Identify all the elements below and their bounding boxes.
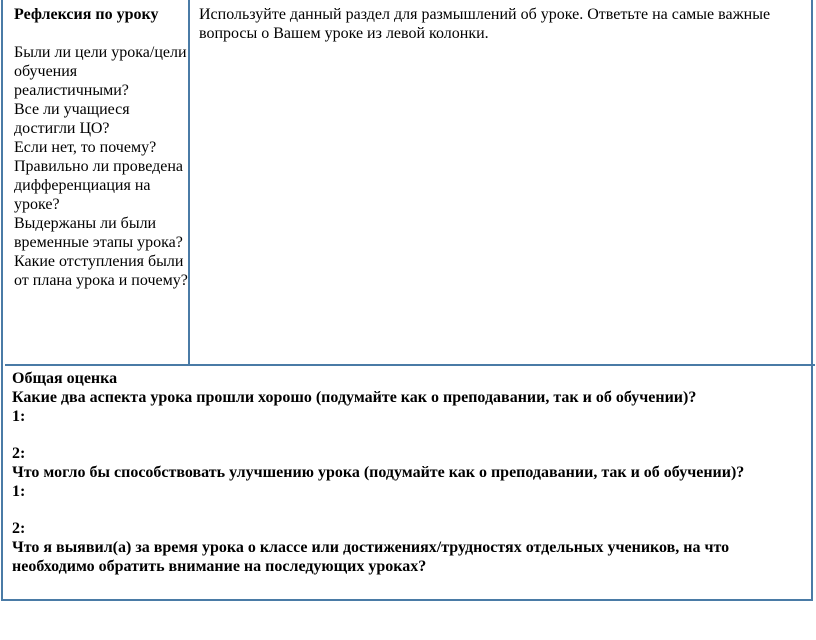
overall-assessment-cell[interactable] (5, 366, 813, 599)
improve-item-2: 2: (12, 520, 26, 537)
question-all-achieved: Все ли учащиеся достигли ЦО? (14, 101, 130, 137)
question-deviations: Какие отступления были от плана урока и почему? (14, 253, 188, 289)
improve-item-1: 1: (12, 483, 26, 500)
went-well-item-2: 2: (12, 445, 26, 462)
question-if-not-why: Если нет, то почему? (14, 139, 157, 156)
question-went-well: Какие два аспекта урока прошли хорошо (подумайте как о преподавании, так и об обучении)? (12, 389, 697, 406)
overall-assessment-heading: Общая оценка (12, 370, 118, 387)
went-well-item-1: 1: (12, 408, 26, 425)
spacer (12, 501, 813, 519)
reflection-table (1, 0, 813, 601)
spacer (14, 24, 189, 43)
right-column-instruction: Используйте данный раздел для размышлений об уроке. Ответьте на самые важные вопросы о Вашем уроке из левой колонки. (199, 6, 771, 42)
left-column-heading: Рефлексия по уроку (14, 6, 159, 23)
question-differentiation: Правильно ли проведена дифференциация на уроке? (14, 158, 183, 213)
question-goals-realistic: Были ли цели урока/цели обучения реалистичными? (14, 44, 187, 99)
spacer (12, 426, 813, 444)
question-observations: Что я выявил(а) за время урока о классе или достижениях/трудностях отдельных учеников, на что необходимо обратить внимание на последующих уроках? (12, 539, 730, 575)
column-divider (188, 0, 190, 364)
right-column-cell[interactable] (191, 0, 815, 364)
left-column-cell (5, 0, 189, 364)
question-improve: Что могло бы способствовать улучшению урока (подумайте как о преподавании, так и об обучении)? (12, 464, 745, 481)
question-time-stages: Выдержаны ли были временные этапы урока? (14, 215, 183, 251)
